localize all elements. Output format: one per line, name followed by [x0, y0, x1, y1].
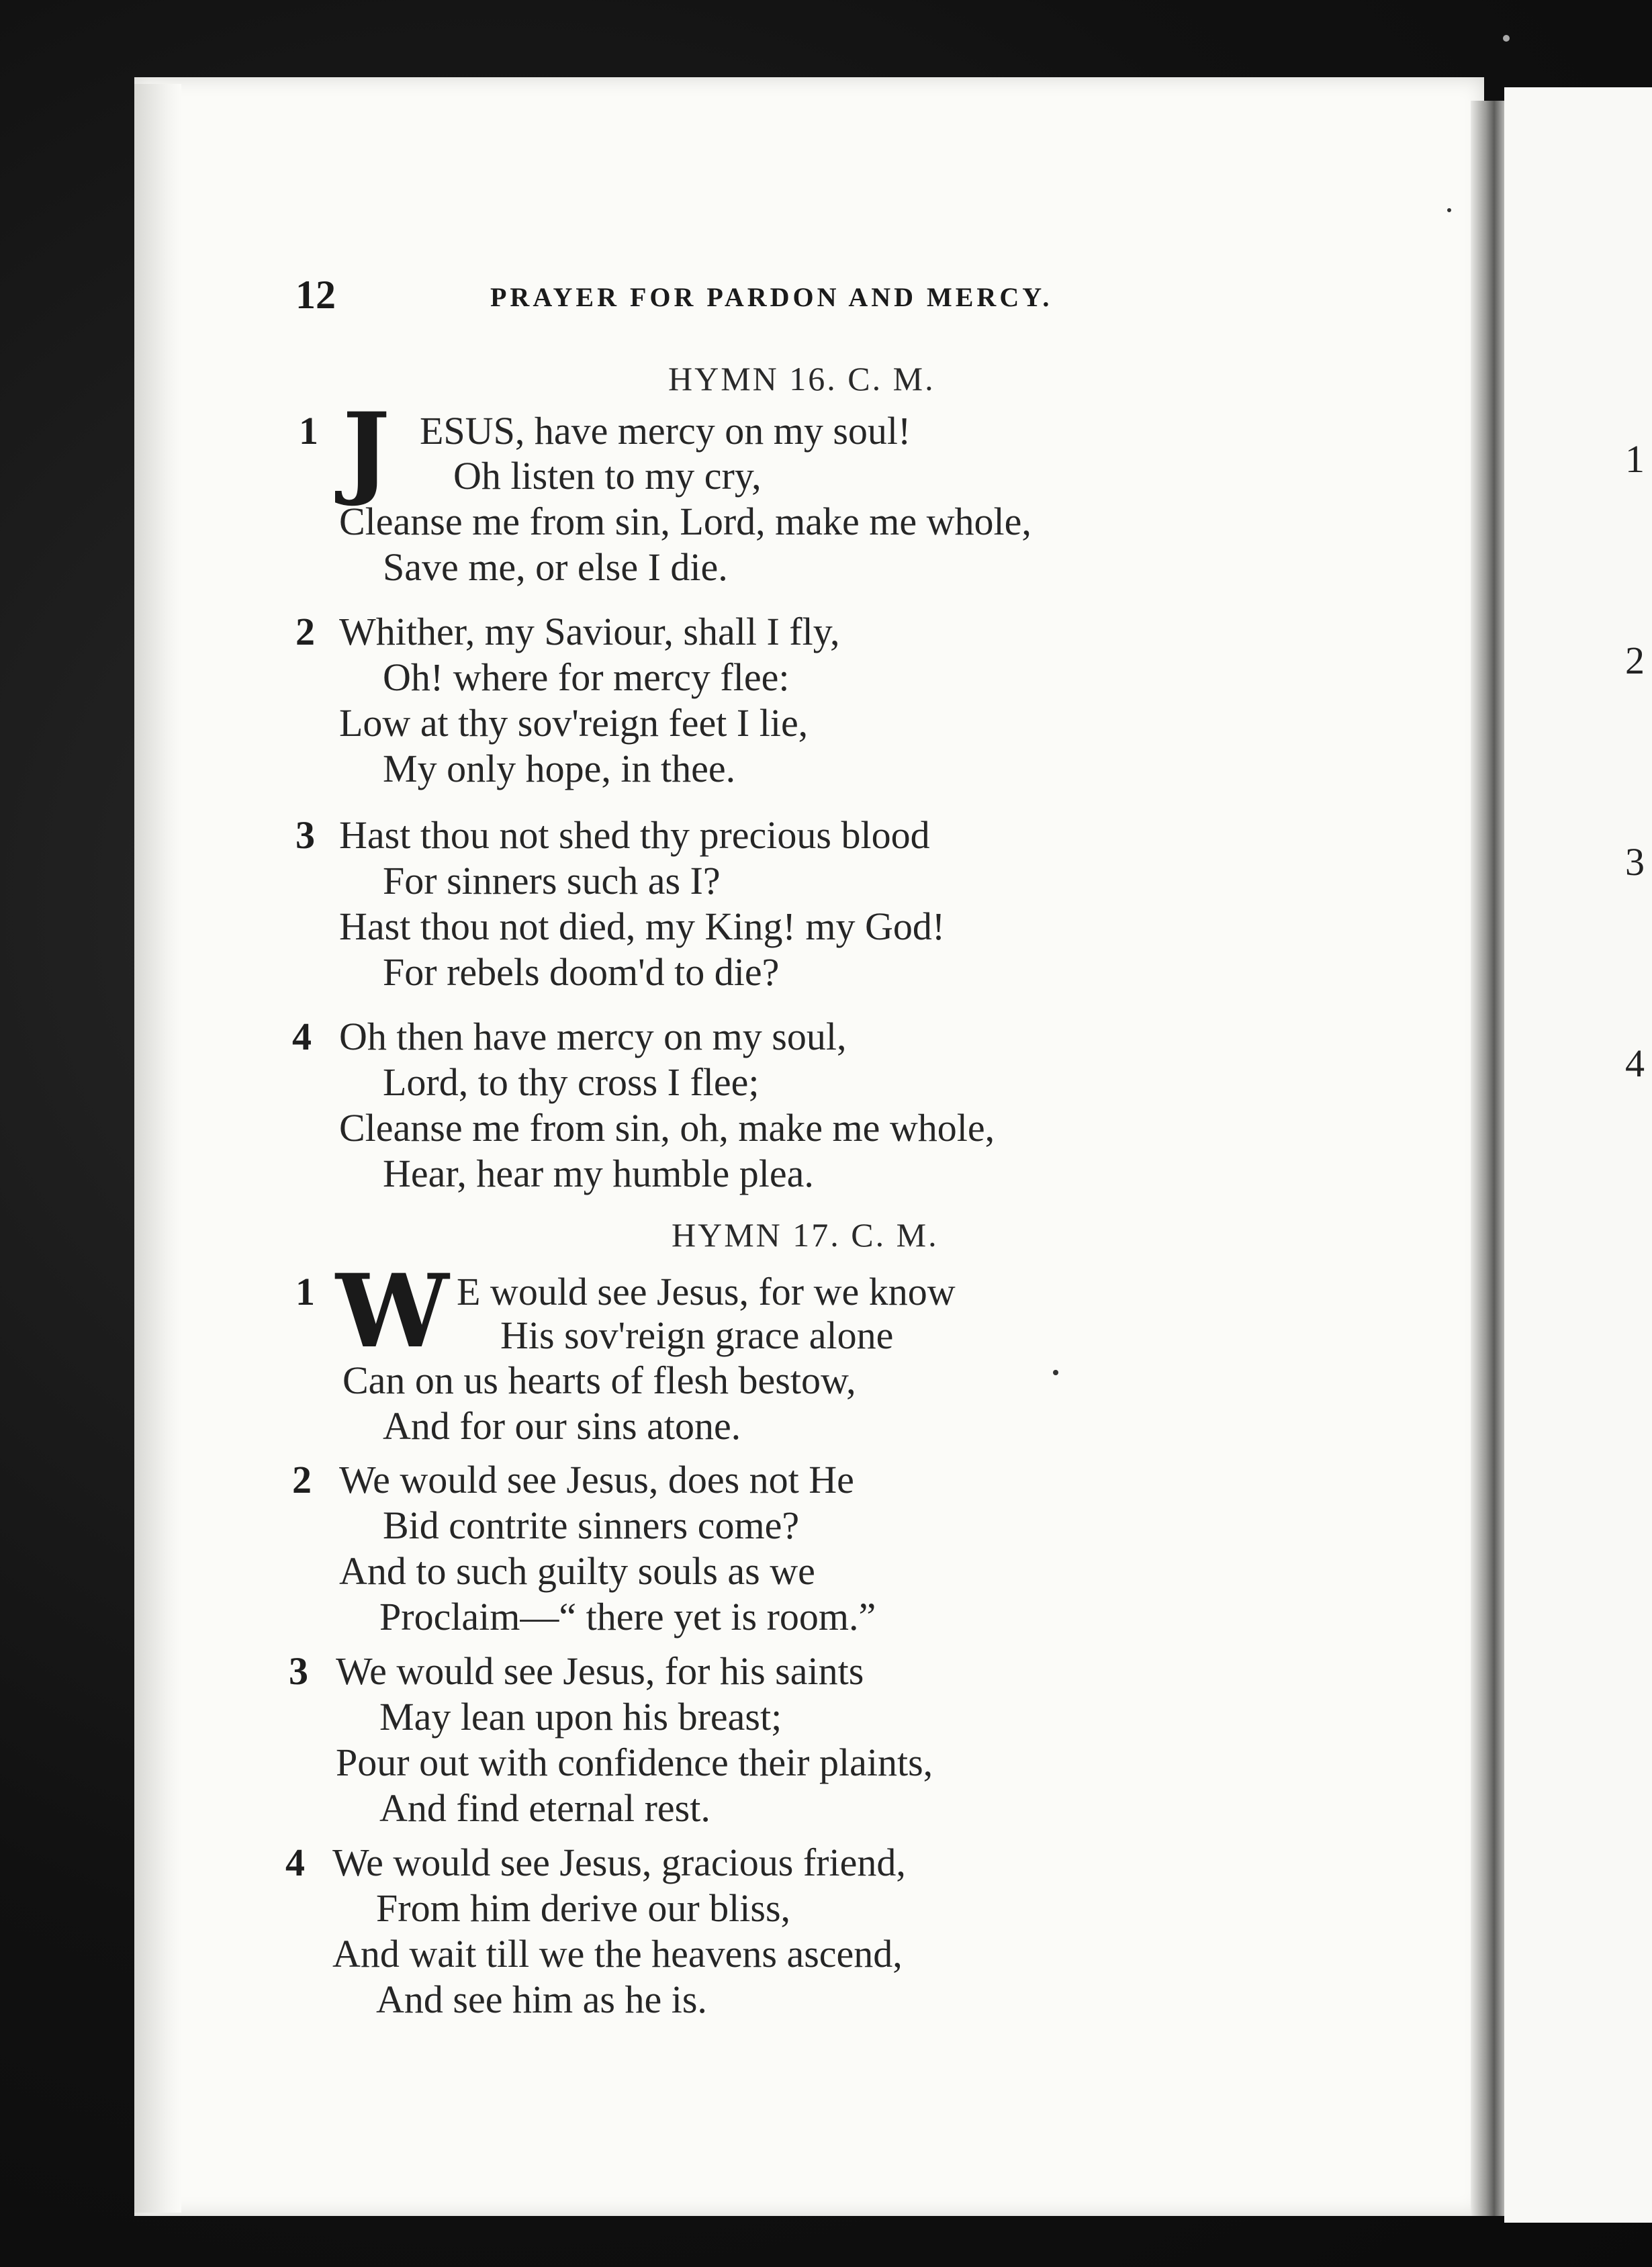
verse-line: Oh then have mercy on my soul,	[339, 1015, 847, 1058]
verse-line: Lord, to thy cross I flee;	[383, 1060, 760, 1104]
verse-number: 1	[299, 409, 318, 453]
drop-cap: J	[342, 391, 390, 509]
verse-number: 2	[295, 610, 315, 653]
dust-speck	[1503, 35, 1510, 42]
facing-page-fragment	[1504, 87, 1652, 2223]
verse-number: 4	[285, 1841, 305, 1884]
verse-line: And wait till we the heavens ascend,	[332, 1932, 903, 1976]
verse-line: Low at thy sov'reign feet I lie,	[339, 701, 809, 745]
verse-line: His sov'reign grace alone	[500, 1313, 894, 1357]
verse-line: Oh! where for mercy flee:	[383, 655, 790, 699]
verse-line: My only hope, in thee.	[383, 747, 736, 790]
verse-line: E would see Jesus, for we know	[457, 1270, 956, 1313]
facing-verse-number: 2	[1625, 639, 1645, 682]
verse-line: Cleanse me from sin, Lord, make me whole,	[339, 500, 1031, 543]
drop-cap: W	[336, 1252, 449, 1371]
verse-line: ESUS, have mercy on my soul!	[420, 409, 911, 453]
page-edge	[134, 84, 181, 2213]
ink-speck	[1053, 1370, 1058, 1375]
verse-line: For rebels doom'd to die?	[383, 950, 780, 994]
page-number: 12	[295, 273, 336, 317]
verse-number: 3	[289, 1649, 308, 1693]
verse-line: Save me, or else I die.	[383, 545, 728, 589]
verse-line: Pour out with confidence their plaints,	[336, 1741, 933, 1784]
verse-line: Hast thou not shed thy precious blood	[339, 813, 930, 857]
verse-line: And find eternal rest.	[379, 1786, 710, 1830]
running-head: PRAYER FOR PARDON AND MERCY.	[490, 282, 1053, 312]
verse-number: 3	[295, 813, 315, 857]
verse-number: 2	[292, 1458, 312, 1501]
verse-line: We would see Jesus, for his saints	[336, 1649, 864, 1693]
page-header	[295, 272, 1175, 319]
verse-line: Can on us hearts of flesh bestow,	[342, 1358, 856, 1402]
verse-line: For sinners such as I?	[383, 859, 721, 903]
verse-line: Whither, my Saviour, shall I fly,	[339, 610, 840, 653]
verse-line: Hear, hear my humble plea.	[383, 1152, 814, 1195]
verse-line: And see him as he is.	[376, 1978, 707, 2021]
hymn-title: HYMN 16. C. M.	[668, 360, 935, 398]
verse-number: 1	[295, 1270, 315, 1313]
facing-verse-number: 4	[1625, 1042, 1645, 1085]
book-gutter	[1471, 101, 1504, 2216]
verse-line: From him derive our bliss,	[376, 1886, 791, 1930]
verse-line: And to such guilty souls as we	[339, 1549, 815, 1593]
verse-line: Bid contrite sinners come?	[383, 1503, 800, 1547]
verse-line: And for our sins atone.	[383, 1404, 741, 1448]
hymn-title: HYMN 17. C. M.	[672, 1216, 939, 1254]
verse-line: Hast thou not died, my King! my God!	[339, 905, 946, 948]
facing-verse-number: 1	[1625, 437, 1645, 481]
verse-line: Proclaim—“ there yet is room.”	[379, 1595, 876, 1638]
facing-verse-number: 3	[1625, 840, 1645, 884]
verse-line: We would see Jesus, does not He	[339, 1458, 854, 1501]
ink-speck	[1447, 208, 1451, 212]
verse-number: 4	[292, 1015, 312, 1058]
verse-line: We would see Jesus, gracious friend,	[332, 1841, 906, 1884]
verse-line: Cleanse me from sin, oh, make me whole,	[339, 1106, 995, 1150]
verse-line: May lean upon his breast;	[379, 1695, 782, 1739]
verse-line: Oh listen to my cry,	[453, 454, 762, 498]
